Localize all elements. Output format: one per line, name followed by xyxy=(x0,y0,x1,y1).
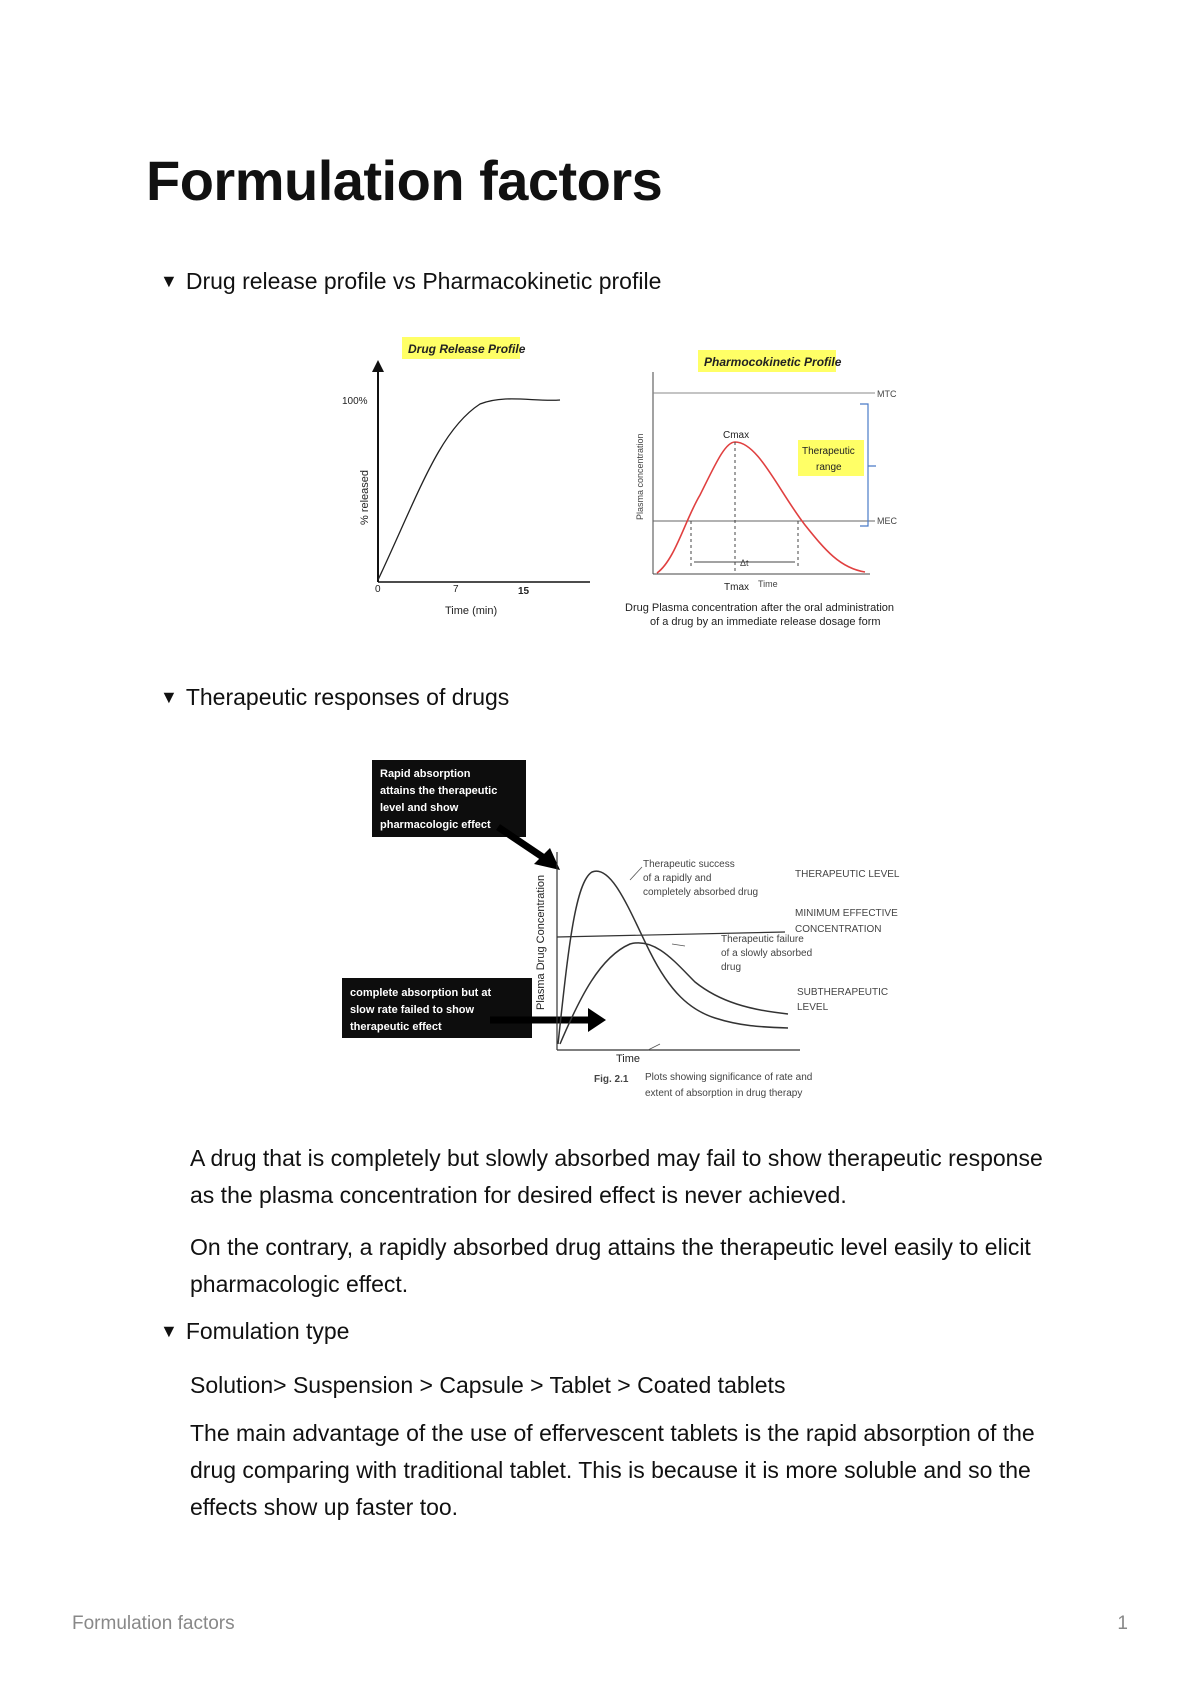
triangle-down-icon[interactable]: ▼ xyxy=(160,271,178,291)
fig2-therapeutic-level: THERAPEUTIC LEVEL xyxy=(795,869,900,880)
release-ymax-label: 100% xyxy=(342,396,368,407)
paragraph-slow-absorption: A drug that is completely but slowly absorbed may fail to show therapeutic response as the plasma concentration for desired effect is never achieved. xyxy=(190,1145,1043,1208)
pk-caption-2: of a drug by an immediate release dosage form xyxy=(650,616,881,628)
toggle-label: Drug release profile vs Pharmacokinetic profile xyxy=(185,268,662,294)
pk-cmax-label: Cmax xyxy=(723,430,750,441)
release-curve xyxy=(378,399,560,580)
fig2-success-line1: Therapeutic success xyxy=(643,859,735,870)
footer-title: Formulation factors xyxy=(72,1613,235,1634)
callout2-line2: slow rate failed to show xyxy=(350,1004,475,1016)
fig2-caption-leader xyxy=(648,1044,660,1050)
page-number: 1 xyxy=(1117,1613,1128,1634)
pk-mec-label: MEC xyxy=(877,516,897,526)
fig2-sub-line1: SUBTHERAPEUTIC xyxy=(797,987,889,998)
fig2-failure-line3: drug xyxy=(721,962,742,973)
pk-y-label: Plasma concentration xyxy=(635,433,645,520)
triangle-down-icon[interactable]: ▼ xyxy=(160,687,178,707)
pk-mtc-label: MTC xyxy=(877,389,897,399)
callout2-line3: therapeutic effect xyxy=(350,1021,442,1033)
figure-therapeutic-responses xyxy=(330,752,930,1102)
fig2-x-label: Time xyxy=(616,1053,641,1065)
fig2-success-line2: of a rapidly and xyxy=(643,873,712,884)
triangle-down-icon[interactable]: ▼ xyxy=(160,1321,178,1341)
fig2-success-line3: completely absorbed drug xyxy=(643,887,759,898)
toggle-label: Therapeutic responses of drugs xyxy=(185,684,510,710)
pk-range-label-1: Therapeutic xyxy=(802,446,855,457)
fig2-caption-line2: extent of absorption in drug therapy xyxy=(645,1088,803,1099)
fig2-caption-fig: Fig. 2.1 xyxy=(594,1074,629,1085)
callout1-line2: attains the therapeutic xyxy=(380,785,498,797)
release-title: Drug Release Profile xyxy=(408,342,526,356)
fig2-mec-line1: MINIMUM EFFECTIVE xyxy=(795,908,898,919)
release-tick-0: 0 xyxy=(375,584,381,595)
page-title: Formulation factors xyxy=(146,149,663,212)
paragraph-rapid-absorption: On the contrary, a rapidly absorbed drug attains the therapeutic level easily to elicit pharmacologic effect. xyxy=(190,1234,1031,1297)
pk-time-label: Time xyxy=(758,579,778,589)
callout1-line1: Rapid absorption xyxy=(380,768,471,780)
callout2-line1: complete absorption but at xyxy=(350,987,492,999)
fig2-sub-line2: LEVEL xyxy=(797,1002,829,1013)
toggle-drug-release[interactable] xyxy=(160,268,661,295)
release-tick-15: 15 xyxy=(518,586,530,597)
paragraph-effervescent: The main advantage of the use of effervescent tablets is the rapid absorption of the drug comparing with traditional tablet. This is because it is more soluble and so the effects show up faster too. xyxy=(190,1420,1035,1520)
fig2-caption-line1: Plots showing significance of rate and xyxy=(645,1072,813,1083)
fig2-failure-line1: Therapeutic failure xyxy=(721,934,804,945)
release-y-label: % released xyxy=(359,469,371,525)
arrow-right-icon xyxy=(588,1008,606,1032)
pk-tmax-label: Tmax xyxy=(724,582,749,593)
toggle-label: Fomulation type xyxy=(185,1318,350,1344)
toggle-therapeutic-responses[interactable] xyxy=(160,684,509,711)
fig2-failure-line2: of a slowly absorbed xyxy=(721,948,813,959)
pk-caption-1: Drug Plasma concentration after the oral administration xyxy=(625,602,895,614)
callout1-line4: pharmacologic effect xyxy=(380,819,491,831)
paragraph-formulation-order: Solution> Suspension > Capsule > Tablet > Coated tablets xyxy=(190,1372,786,1398)
fig2-success-leader xyxy=(630,867,642,880)
figure-release-vs-pk xyxy=(330,330,930,630)
fig2-y-label: Plasma Drug Concentration xyxy=(535,874,547,1010)
callout1-line3: level and show xyxy=(380,802,459,814)
arrow-up-icon xyxy=(372,360,384,372)
pk-delta-label: Δt xyxy=(740,558,749,568)
fig2-failure-leader xyxy=(672,944,685,946)
release-x-label: Time (min) xyxy=(445,605,498,617)
toggle-formulation-type[interactable] xyxy=(160,1318,349,1345)
release-tick-7: 7 xyxy=(453,584,459,595)
fig2-mec-line2: CONCENTRATION xyxy=(795,924,882,935)
pk-title: Pharmocokinetic Profile xyxy=(704,355,842,369)
pk-range-label-2: range xyxy=(816,462,842,473)
